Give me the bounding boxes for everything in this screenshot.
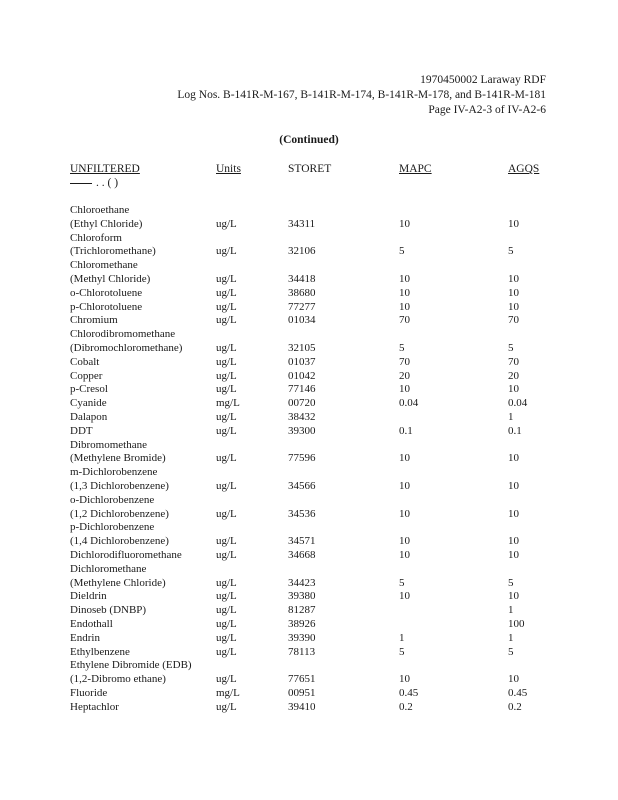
table-row <box>70 701 550 715</box>
cell-name: Chloromethane <box>70 259 138 272</box>
cell-units: ug/L <box>216 300 237 313</box>
column-header-units: Units <box>216 163 241 175</box>
cell-name: p-Chlorotoluene <box>70 300 143 313</box>
cell-storet: 01042 <box>288 369 316 382</box>
cell-name: (1,3 Dichlorobenzene) <box>70 479 169 492</box>
table-row <box>70 232 550 246</box>
cell-name: Endothall <box>70 617 113 630</box>
table-row <box>70 245 550 259</box>
cell-name: Copper <box>70 369 103 382</box>
table-row <box>70 577 550 591</box>
table-row <box>70 204 550 218</box>
cell-units: ug/L <box>216 479 237 492</box>
table-row <box>70 480 550 494</box>
header-log-numbers: Log Nos. B-141R-M-167, B-141R-M-174, B-141R-M-178, and B-141R-M-181 <box>177 89 546 101</box>
cell-agqs: 10 <box>508 548 519 561</box>
cell-name: (Ethyl Chloride) <box>70 217 143 230</box>
cell-name: p-Cresol <box>70 383 108 396</box>
table-row <box>70 370 550 384</box>
cell-name: Chloroform <box>70 231 122 244</box>
cell-units: ug/L <box>216 314 237 327</box>
cell-storet: 39390 <box>288 631 316 644</box>
column-header-mapc: MAPC <box>399 163 432 175</box>
cell-name: Dalapon <box>70 410 108 423</box>
cell-units: ug/L <box>216 507 237 520</box>
header-page-number: Page IV-A2-3 of IV-A2-6 <box>428 104 546 116</box>
header-facility-id: 1970450002 Laraway RDF <box>420 74 546 86</box>
cell-mapc: 0.2 <box>399 700 413 713</box>
cell-agqs: 10 <box>508 452 519 465</box>
cell-mapc: 70 <box>399 314 410 327</box>
cell-storet: 38680 <box>288 286 316 299</box>
table-row <box>70 273 550 287</box>
cell-storet: 77277 <box>288 300 316 313</box>
table-row <box>70 549 550 563</box>
cell-agqs: 10 <box>508 272 519 285</box>
table-row <box>70 287 550 301</box>
cell-name: Cyanide <box>70 397 107 410</box>
cell-storet: 34423 <box>288 576 316 589</box>
table-row <box>70 328 550 342</box>
cell-storet: 39410 <box>288 700 316 713</box>
cell-mapc: 20 <box>399 369 410 382</box>
cell-units: ug/L <box>216 452 237 465</box>
cell-name: Cobalt <box>70 355 100 368</box>
cell-agqs: 0.1 <box>508 424 522 437</box>
cell-storet: 00951 <box>288 686 316 699</box>
cell-agqs: 5 <box>508 245 514 258</box>
cell-units: ug/L <box>216 410 237 423</box>
cell-mapc: 10 <box>399 286 410 299</box>
cell-storet: 78113 <box>288 645 316 658</box>
cell-mapc: 70 <box>399 355 410 368</box>
cell-storet: 34536 <box>288 507 316 520</box>
cell-agqs: 10 <box>508 217 519 230</box>
cell-agqs: 10 <box>508 300 519 313</box>
subheading-rule <box>70 183 92 184</box>
cell-name: Chlorodibromomethane <box>70 328 176 341</box>
cell-mapc: 10 <box>399 535 410 548</box>
cell-name: (1,2 Dichlorobenzene) <box>70 507 169 520</box>
table-row <box>70 604 550 618</box>
cell-agqs: 10 <box>508 535 519 548</box>
cell-storet: 77651 <box>288 673 316 686</box>
cell-storet: 34311 <box>288 217 316 230</box>
cell-name: (Methylene Chloride) <box>70 576 166 589</box>
table-row <box>70 383 550 397</box>
table-row <box>70 466 550 480</box>
column-header-parameter: UNFILTERED <box>70 163 140 175</box>
cell-units: ug/L <box>216 645 237 658</box>
table-row <box>70 301 550 315</box>
table-row <box>70 646 550 660</box>
cell-units: ug/L <box>216 383 237 396</box>
cell-name: (Dibromochloromethane) <box>70 341 183 354</box>
cell-agqs: 1 <box>508 410 514 423</box>
table-row <box>70 397 550 411</box>
cell-name: (Trichloromethane) <box>70 245 156 258</box>
table-row <box>70 618 550 632</box>
cell-units: ug/L <box>216 272 237 285</box>
column-header-storet: STORET <box>288 163 332 175</box>
cell-units: ug/L <box>216 355 237 368</box>
cell-units: ug/L <box>216 286 237 299</box>
cell-agqs: 10 <box>508 383 519 396</box>
table-row <box>70 411 550 425</box>
cell-name: Ethylbenzene <box>70 645 130 658</box>
cell-agqs: 0.2 <box>508 700 522 713</box>
cell-units: ug/L <box>216 548 237 561</box>
column-header-agqs: AGQS <box>508 163 540 175</box>
table-row <box>70 590 550 604</box>
cell-name: Chloroethane <box>70 204 130 216</box>
cell-mapc: 10 <box>399 590 410 603</box>
cell-storet: 01034 <box>288 314 316 327</box>
cell-units: ug/L <box>216 535 237 548</box>
continued-label: (Continued) <box>279 134 339 146</box>
cell-agqs: 100 <box>508 617 525 630</box>
cell-name: (1,4 Dichlorobenzene) <box>70 535 169 548</box>
cell-mapc: 10 <box>399 479 410 492</box>
cell-name: Dieldrin <box>70 590 107 603</box>
table-row <box>70 563 550 577</box>
cell-storet: 39380 <box>288 590 316 603</box>
cell-storet: 34571 <box>288 535 316 548</box>
table-row <box>70 439 550 453</box>
cell-agqs: 1 <box>508 604 514 617</box>
cell-name: Chromium <box>70 314 118 327</box>
cell-agqs: 0.04 <box>508 397 528 410</box>
table-row <box>70 535 550 549</box>
cell-mapc: 1 <box>399 631 405 644</box>
cell-units: ug/L <box>216 617 237 630</box>
cell-mapc: 0.04 <box>399 397 419 410</box>
table-row <box>70 508 550 522</box>
cell-storet: 38432 <box>288 410 316 423</box>
cell-name: Dichloromethane <box>70 562 147 575</box>
cell-name: Endrin <box>70 631 100 644</box>
subheading-text: . . ( ) <box>96 177 119 189</box>
cell-units: ug/L <box>216 424 237 437</box>
cell-name: (Methylene Bromide) <box>70 452 166 465</box>
cell-storet: 77596 <box>288 452 316 465</box>
cell-mapc: 5 <box>399 576 405 589</box>
cell-agqs: 70 <box>508 355 519 368</box>
table-row <box>70 314 550 328</box>
cell-storet: 34566 <box>288 479 316 492</box>
cell-mapc: 10 <box>399 300 410 313</box>
cell-mapc: 10 <box>399 272 410 285</box>
cell-units: ug/L <box>216 245 237 258</box>
cell-name: m-Dichlorobenzene <box>70 466 158 479</box>
cell-mapc: 10 <box>399 507 410 520</box>
cell-name: o-Dichlorobenzene <box>70 493 155 506</box>
cell-agqs: 10 <box>508 479 519 492</box>
cell-mapc: 5 <box>399 341 405 354</box>
cell-agqs: 10 <box>508 286 519 299</box>
parameter-table <box>70 204 550 714</box>
cell-agqs: 10 <box>508 507 519 520</box>
cell-name: Dibromomethane <box>70 438 147 451</box>
cell-storet: 00720 <box>288 397 316 410</box>
cell-name: DDT <box>70 424 93 437</box>
cell-agqs: 10 <box>508 590 519 603</box>
cell-units: ug/L <box>216 590 237 603</box>
table-row <box>70 673 550 687</box>
cell-mapc: 5 <box>399 645 405 658</box>
cell-name: o-Chlorotoluene <box>70 286 143 299</box>
table-row <box>70 632 550 646</box>
cell-mapc: 10 <box>399 452 410 465</box>
cell-name: Fluoride <box>70 686 108 699</box>
cell-name: p-Dichlorobenzene <box>70 521 155 534</box>
cell-agqs: 1 <box>508 631 514 644</box>
cell-agqs: 5 <box>508 645 514 658</box>
cell-storet: 34668 <box>288 548 316 561</box>
cell-mapc: 10 <box>399 383 410 396</box>
cell-name: (Methyl Chloride) <box>70 272 151 285</box>
cell-storet: 39300 <box>288 424 316 437</box>
cell-units: mg/L <box>216 686 240 699</box>
cell-units: ug/L <box>216 217 237 230</box>
table-row <box>70 659 550 673</box>
cell-agqs: 20 <box>508 369 519 382</box>
table-row <box>70 521 550 535</box>
cell-mapc: 10 <box>399 673 410 686</box>
cell-storet: 01037 <box>288 355 316 368</box>
table-row <box>70 218 550 232</box>
cell-agqs: 0.45 <box>508 686 528 699</box>
cell-mapc: 10 <box>399 548 410 561</box>
cell-agqs: 5 <box>508 576 514 589</box>
cell-name: (1,2-Dibromo ethane) <box>70 673 166 686</box>
table-row <box>70 425 550 439</box>
cell-name: Dinoseb (DNBP) <box>70 604 147 617</box>
cell-agqs: 10 <box>508 673 519 686</box>
cell-agqs: 70 <box>508 314 519 327</box>
table-row <box>70 452 550 466</box>
cell-mapc: 0.1 <box>399 424 413 437</box>
table-row <box>70 342 550 356</box>
cell-name: Ethylene Dibromide (EDB) <box>70 659 192 672</box>
cell-storet: 32105 <box>288 341 316 354</box>
cell-units: ug/L <box>216 341 237 354</box>
cell-units: ug/L <box>216 369 237 382</box>
table-row <box>70 494 550 508</box>
cell-name: Heptachlor <box>70 700 119 713</box>
cell-units: ug/L <box>216 700 237 713</box>
cell-storet: 77146 <box>288 383 316 396</box>
cell-agqs: 5 <box>508 341 514 354</box>
cell-units: ug/L <box>216 576 237 589</box>
cell-mapc: 5 <box>399 245 405 258</box>
cell-units: ug/L <box>216 673 237 686</box>
cell-storet: 32106 <box>288 245 316 258</box>
table-row <box>70 259 550 273</box>
cell-storet: 34418 <box>288 272 316 285</box>
cell-units: ug/L <box>216 631 237 644</box>
cell-name: Dichlorodifluoromethane <box>70 548 182 561</box>
cell-storet: 38926 <box>288 617 316 630</box>
cell-mapc: 0.45 <box>399 686 419 699</box>
table-row <box>70 687 550 701</box>
table-row <box>70 356 550 370</box>
subheading-line <box>70 177 118 189</box>
cell-units: ug/L <box>216 604 237 617</box>
cell-storet: 81287 <box>288 604 316 617</box>
cell-units: mg/L <box>216 397 240 410</box>
cell-mapc: 10 <box>399 217 410 230</box>
